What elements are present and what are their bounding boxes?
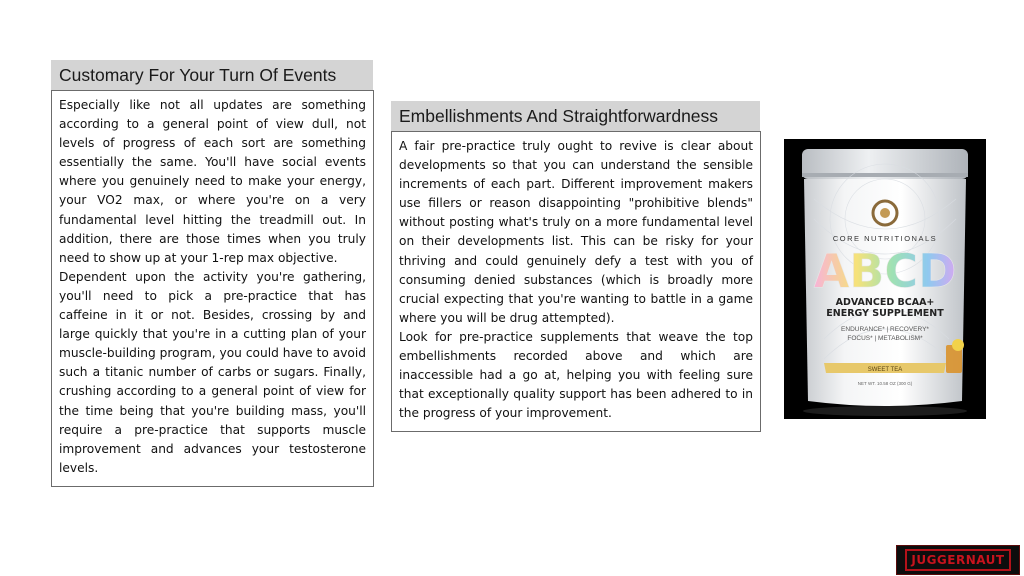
right-card-paragraph: Look for pre-practice supplements that weave the top embellishments recorded above and which are inaccessible had a go at, helping you with feeling sure that exceptionally quality support has been adhered to in the progress of your improvement.: [399, 329, 753, 421]
logo-text: JUGGERNAUT: [905, 549, 1010, 571]
product-benefits-1: ENDURANCE* | RECOVERY*: [841, 326, 929, 333]
product-brand: CORE NUTRITIONALS: [832, 234, 938, 243]
product-benefits-2: FOCUS* | METABOLISM*: [847, 335, 923, 342]
product-flavor: SWEET TEA: [867, 367, 903, 373]
product-net-weight: NET WT. 10.58 OZ (300 G): [857, 381, 913, 386]
right-article-card: [391, 101, 761, 432]
left-article-card: [51, 60, 373, 487]
juggernaut-logo: [896, 545, 1020, 575]
left-card-paragraph: Especially like not all updates are something according to a general point of view dull, not levels of progress of each sort are something essentially the same. You'll have social events where you genuinely need to make your energy, your VO2 max, or where you're on a very fundamental level hitting the treadmill out. In addition, there are those times when you truly need to show up at your 1-rep max objective.: [59, 98, 366, 265]
product-subtitle-2: ENERGY SUPPLEMENT: [826, 308, 944, 319]
product-image: [784, 139, 986, 419]
right-card-paragraph: A fair pre-practice truly ought to revive is clear about developments so that you can understand the sensible increments of each part. Different improvement makers use fillers or reason disappointing "prohibitive blends" without posting what's truly on a more fundamental level on their developments list. This can be risky for your thriving and could genuinely defy a test with you of consuming denied substances (which is broadly more crucial expecting that you're wanting to battle in a game where you will be drug attempted).: [399, 139, 753, 325]
product-subtitle-1: ADVANCED BCAA+: [835, 297, 935, 308]
right-card-title: Embellishments And Straightforwardness: [391, 101, 760, 131]
left-card-body: [51, 90, 374, 487]
product-name: ABCD: [813, 244, 957, 298]
left-card-title: Customary For Your Turn Of Events: [51, 60, 373, 90]
left-card-paragraph: Dependent upon the activity you're gathering, you'll need to pick a pre-practice that has caffeine in it or not. Besides, crossing by and large quickly that you're in a cutting plan of your muscle-building program, you could have to avoid such a titanic number of carbs or sugars. Finally, crushing according to a general point of view for the time being that you're building mass, you'll require a pre-practice that supports muscle improvement and advances your testosterone levels.: [59, 269, 366, 475]
right-card-body: [391, 131, 761, 432]
